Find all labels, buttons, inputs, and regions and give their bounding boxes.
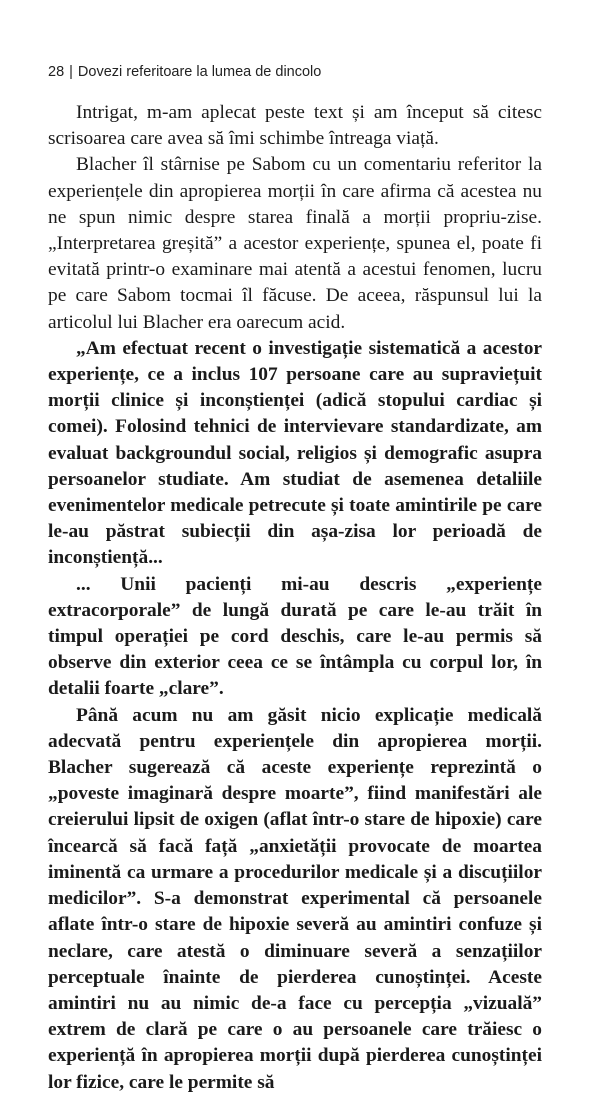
- page-number: 28: [48, 64, 65, 80]
- header-separator: |: [69, 64, 73, 80]
- paragraph: Blacher îl stârnise pe Sabom cu un comentariu referitor la experiențele din apropierea morții în care afirma că acestea nu ne spun nimic despre starea finală a morții propriu-zise. „Interpretarea greșită” a acestor experiențe, spunea el, poate fi evitată printr-o examinare mai atentă a acestui fenomen, lucru pe care Sabom tocmai îl făcuse. De aceea, răspunsul lui la articolul lui Blacher era oarecum acid.: [48, 154, 542, 333]
- quote-paragraph: ... Unii pacienți mi-au descris „experiențe extracorporale” de lungă durată pe care le-au trăit în timpul operației pe cord deschis, care le-au permis să observe din exterior ceea ce se întâmpla cu corpul lor, în detalii foarte „clare”.: [48, 573, 542, 700]
- page-body: [48, 100, 542, 1096]
- quote-paragraph: Până acum nu am găsit nicio explicație medicală adecvată pentru experiențele din apropierea morții. Blacher sugerează că aceste experiențe reprezintă o „poveste imaginară despre moarte”, fiind manifestări ale creierului lipsit de oxigen (aflat într-o stare de hipoxie) care încearcă să facă față „anxietății provocate de moartea iminentă ca urmare a procedurilor medicale și a discuțiilor medicilor”. S-a demonstrat experimental că persoanele aflate într-o stare de hipoxie severă au amintiri confuze și neclare, care atestă o diminuare severă a senzațiilor perceptuale înainte de pierderea cunoștinței. Aceste amintiri nu au nimic de-a face cu percepția „vizuală” extrem de clară pe care o au persoanele care trăiesc o experiență în apropierea morții după pierderea cunoștinței lor fizice, care le permite să: [48, 704, 542, 1093]
- paragraph: Intrigat, m-am aplecat peste text și am început să citesc scrisoarea care avea să îmi schimbe întreaga viață.: [48, 102, 542, 150]
- quote-paragraph: „Am efectuat recent o investigație sistematică a acestor experiențe, ce a inclus 107 persoane care au supraviețuit morții clinice și inconștienței (adică stopului cardiac și comei). Folosind tehnici de intervievare standardizate, am evaluat backgroundul social, religios și demografic asupra persoanelor studiate. Am studiat de asemenea detaliile evenimentelor medicale petrecute și toate amintirile pe care le-au păstrat subiecții din așa-zisa lor perioadă de inconștiență...: [48, 337, 542, 569]
- running-header: [48, 64, 321, 80]
- running-title: Dovezi referitoare la lumea de dincolo: [77, 64, 322, 80]
